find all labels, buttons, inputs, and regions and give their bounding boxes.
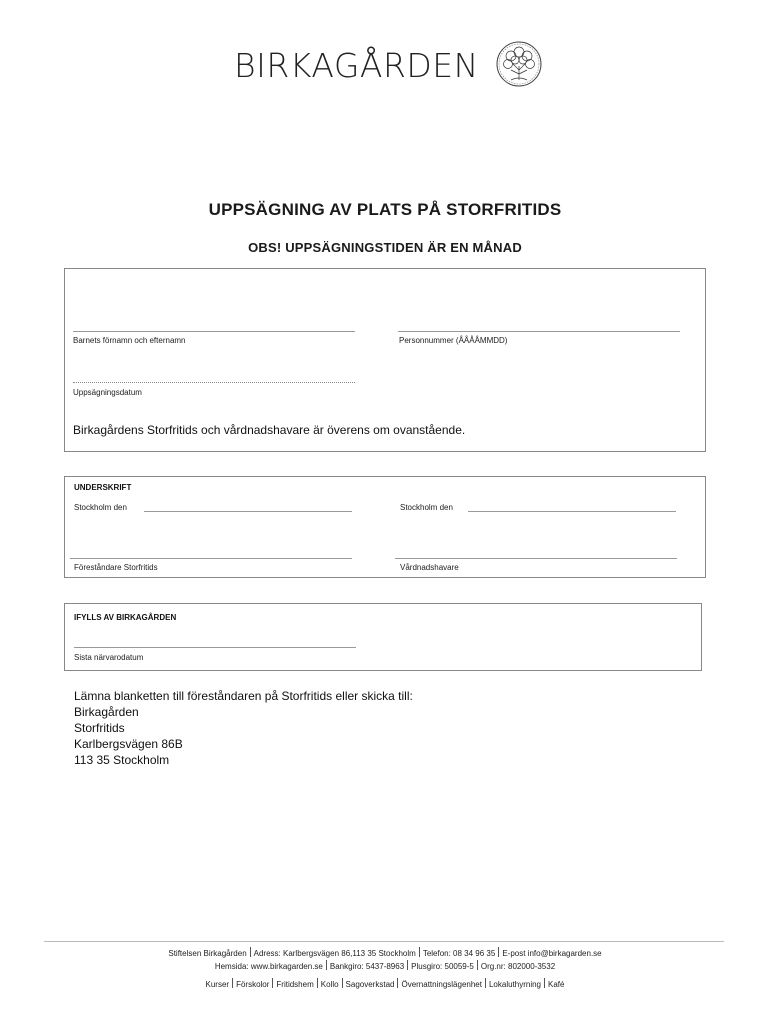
brand-wordmark: BIRKAGÅRDEN [234, 46, 479, 85]
form-notice: OBS! UPPSÄGNINGSTIDEN ÄR EN MÅNAD [248, 240, 522, 255]
tree-emblem-icon [495, 40, 543, 88]
personal-number-label: Personnummer (ÅÅÅÅMMDD) [399, 336, 508, 345]
return-instruction: Lämna blanketten till föreståndaren på Storfritids eller skicka till: [74, 689, 413, 703]
cancellation-date-label: Uppsägningsdatum [73, 388, 142, 397]
footer-plusgiro: Plusgiro: 50059-5 [411, 962, 474, 971]
date-field-left[interactable] [144, 511, 352, 512]
footer-address: Adress: Karlbergsvägen 86,113 35 Stockholm [253, 949, 416, 958]
signature-section [64, 476, 706, 578]
cancellation-date-field[interactable] [73, 382, 355, 383]
office-use-section [64, 603, 702, 671]
signer-label-manager: Föreståndare Storfritids [74, 563, 158, 572]
footer-service: Förskolor [236, 980, 270, 989]
child-name-label: Barnets förnamn och efternamn [73, 336, 186, 345]
address-line: 113 35 Stockholm [74, 753, 170, 767]
signer-label-guardian: Vårdnadshavare [400, 563, 459, 572]
last-attendance-label: Sista närvarodatum [74, 653, 144, 662]
last-attendance-field[interactable] [74, 647, 356, 648]
office-use-heading: IFYLLS AV BIRKAGÅRDEN [74, 613, 177, 622]
address-line: Karlbergsvägen 86B [74, 737, 183, 751]
child-name-field[interactable] [73, 331, 355, 332]
return-address [74, 688, 413, 768]
personal-number-field[interactable] [398, 331, 680, 332]
header [0, 40, 770, 90]
footer-contact-row [0, 947, 770, 958]
footer-phone: Telefon: 08 34 96 35 [422, 949, 496, 958]
footer-website: Hemsida: www.birkagarden.se [214, 962, 323, 971]
footer-service: Övernattningslägenhet [401, 980, 482, 989]
footer-service: Kurser [205, 980, 230, 989]
footer-email: E-post info@birkagarden.se [502, 949, 602, 958]
signature-line-guardian[interactable] [395, 558, 677, 559]
address-line: Birkagården [74, 705, 139, 719]
form-title: UPPSÄGNING AV PLATS PÅ STORFRITIDS [208, 200, 562, 219]
footer-service: Lokaluthyrning [488, 980, 542, 989]
footer-services-row [0, 978, 770, 989]
place-date-label-right: Stockholm den [400, 503, 453, 512]
signature-heading: UNDERSKRIFT [74, 483, 132, 492]
footer-service: Fritidshem [276, 980, 314, 989]
footer-banking-row [0, 960, 770, 971]
child-info-section [64, 268, 706, 452]
footer-service: Sagoverkstad [345, 980, 395, 989]
agreement-statement: Birkagårdens Storfritids och vårdnadshavare är överens om ovanstående. [73, 423, 466, 437]
date-field-right[interactable] [468, 511, 676, 512]
footer-service: Kafé [548, 980, 565, 989]
address-line: Storfritids [74, 721, 125, 735]
footer-bankgiro: Bankgiro: 5437-8963 [329, 962, 405, 971]
place-date-label-left: Stockholm den [74, 503, 127, 512]
footer-org: Stiftelsen Birkagården [168, 949, 247, 958]
signature-line-manager[interactable] [70, 558, 352, 559]
footer-service: Kollo [320, 980, 339, 989]
footer-divider [44, 941, 724, 942]
footer-orgnr: Org.nr: 802000-3532 [480, 962, 556, 971]
